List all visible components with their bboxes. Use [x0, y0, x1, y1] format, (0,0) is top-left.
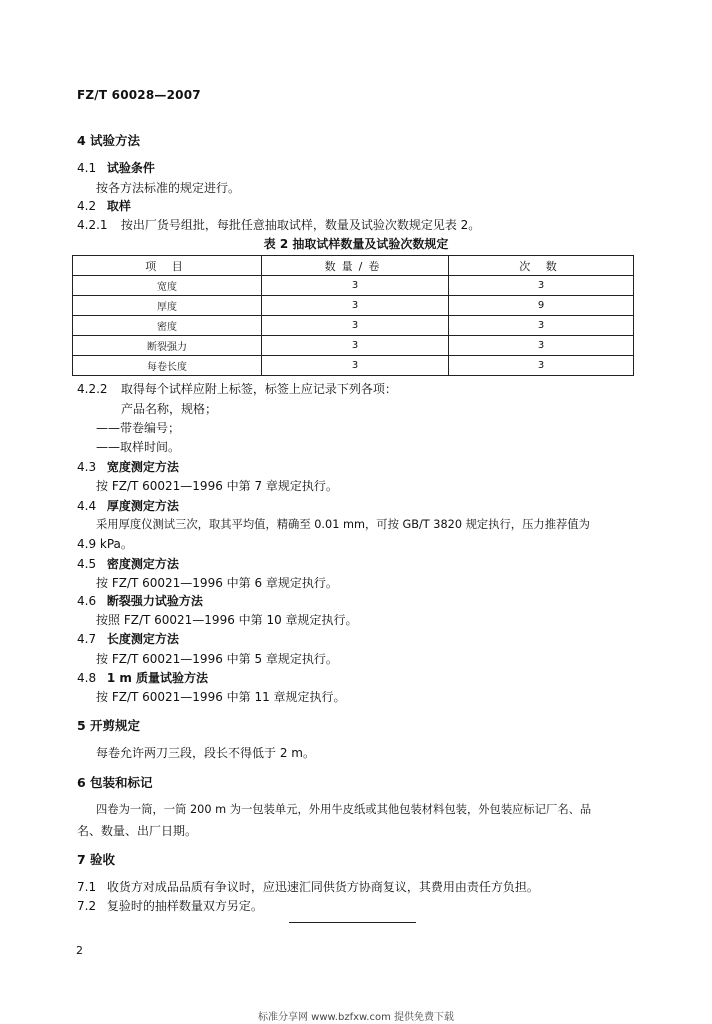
section-number: 4.5: [77, 557, 97, 571]
section-7-title: 7 验收: [77, 852, 116, 867]
table-cell: 密度: [73, 316, 262, 336]
section-number: 4.8: [77, 671, 97, 685]
section-4-8-heading: [77, 669, 208, 686]
section-title: 试验条件: [106, 161, 155, 175]
section-number: 4.2.1: [77, 218, 108, 232]
section-4-6-heading: [77, 592, 203, 609]
section-7-2: [77, 897, 263, 914]
table-header-cell: 项 目: [73, 256, 262, 276]
label-item: 产品名称，规格；: [121, 402, 218, 416]
section-4-8-text: 按 FZ/T 60021—1996 中第 11 章规定执行。: [96, 690, 346, 704]
standard-number: FZ/T 60028—2007: [77, 88, 201, 102]
table-cell: 3: [262, 316, 449, 336]
table-header-cell: 数量/卷: [262, 256, 449, 276]
section-6-text: 四卷为一筒，一筒 200 m 为一包装单元，外用牛皮纸或其他包装材料包装，外包装应标记厂名、品: [96, 803, 592, 816]
section-title: 取样: [106, 199, 131, 213]
table-cell: 3: [262, 336, 449, 356]
section-number: 4.4: [77, 499, 97, 513]
table-row: [73, 276, 634, 296]
section-number: 4.3: [77, 460, 97, 474]
table-row: [73, 316, 634, 336]
page-number: 2: [76, 944, 83, 957]
section-4-2-1: [77, 216, 480, 233]
table-cell: 3: [449, 316, 634, 336]
section-7-1: [77, 878, 539, 895]
section-number: 4.1: [77, 161, 97, 175]
section-4-5-heading: [77, 555, 179, 572]
section-number: 7.2: [77, 899, 97, 913]
section-number: 4.6: [77, 594, 97, 608]
table-row: [73, 356, 634, 376]
section-4-4-text-cont: 4.9 kPa。: [77, 537, 133, 551]
table-cell: 3: [449, 356, 634, 376]
table-cell: 3: [449, 276, 634, 296]
section-title: 1 m 质量试验方法: [106, 671, 209, 685]
end-rule: [289, 922, 416, 923]
section-4-7-heading: [77, 630, 179, 647]
table-cell: 3: [449, 336, 634, 356]
section-number: 4.7: [77, 632, 97, 646]
table-cell: 厚度: [73, 296, 262, 316]
section-4-2-heading: [77, 197, 131, 214]
section-4-4-text: 采用厚度仪测试三次，取其平均值，精确至 0.01 mm，可按 GB/T 3820 规定执行，压力推荐值为: [96, 518, 590, 531]
section-4-3-text: 按 FZ/T 60021—1996 中第 7 章规定执行。: [96, 479, 338, 493]
section-4-6-text: 按照 FZ/T 60021—1996 中第 10 章规定执行。: [96, 613, 358, 627]
section-6-text-cont: 名、数量、出厂日期。: [77, 824, 198, 838]
section-text: 复验时的抽样数量双方另定。: [106, 899, 263, 913]
section-title: 厚度测定方法: [106, 499, 179, 513]
section-5-title: 5 开剪规定: [77, 718, 141, 733]
section-text: 按出厂货号组批，每批任意抽取试样，数量及试验次数规定见表 2。: [120, 218, 481, 232]
table-cell: 3: [262, 296, 449, 316]
table-header-cell: 次 数: [449, 256, 634, 276]
table-row: [73, 336, 634, 356]
section-title: 宽度测定方法: [106, 460, 179, 474]
table-row: [73, 296, 634, 316]
table-cell: 每卷长度: [73, 356, 262, 376]
section-4-7-text: 按 FZ/T 60021—1996 中第 5 章规定执行。: [96, 652, 338, 666]
table-cell: 3: [262, 356, 449, 376]
section-title: 密度测定方法: [106, 557, 179, 571]
table-cell: 9: [449, 296, 634, 316]
section-6-title: 6 包装和标记: [77, 775, 153, 790]
table-cell: 3: [262, 276, 449, 296]
section-4-3-heading: [77, 458, 179, 475]
section-4-title: 4 试验方法: [77, 133, 141, 148]
section-4-1-text: 按各方法标准的规定进行。: [96, 181, 241, 195]
section-5-text: 每卷允许两刀三段，段长不得低于 2 m。: [96, 746, 315, 760]
section-4-1-heading: [77, 159, 155, 176]
section-4-4-heading: [77, 497, 179, 514]
label-item: ——取样时间。: [96, 440, 181, 454]
label-item: ——带卷编号；: [96, 421, 181, 435]
table-header-row: [73, 256, 634, 276]
section-4-2-2: [77, 380, 397, 397]
section-text: 收货方对成品品质有争议时，应迅速汇同供货方协商复议，其费用由责任方负担。: [106, 880, 539, 894]
section-title: 长度测定方法: [106, 632, 179, 646]
section-text: 取得每个试样应附上标签，标签上应记录下列各项：: [120, 382, 397, 396]
table-cell: 宽度: [73, 276, 262, 296]
footer-watermark: 标准分享网 www.bzfxw.com 提供免费下载: [258, 1012, 454, 1023]
section-number: 4.2: [77, 199, 97, 213]
table-2-caption: 表 2 抽取试样数量及试验次数规定: [263, 237, 449, 251]
section-4-5-text: 按 FZ/T 60021—1996 中第 6 章规定执行。: [96, 576, 338, 590]
section-number: 7.1: [77, 880, 97, 894]
table-cell: 断裂强力: [73, 336, 262, 356]
section-number: 4.2.2: [77, 382, 108, 396]
table-2: [72, 255, 634, 376]
section-title: 断裂强力试验方法: [106, 594, 203, 608]
